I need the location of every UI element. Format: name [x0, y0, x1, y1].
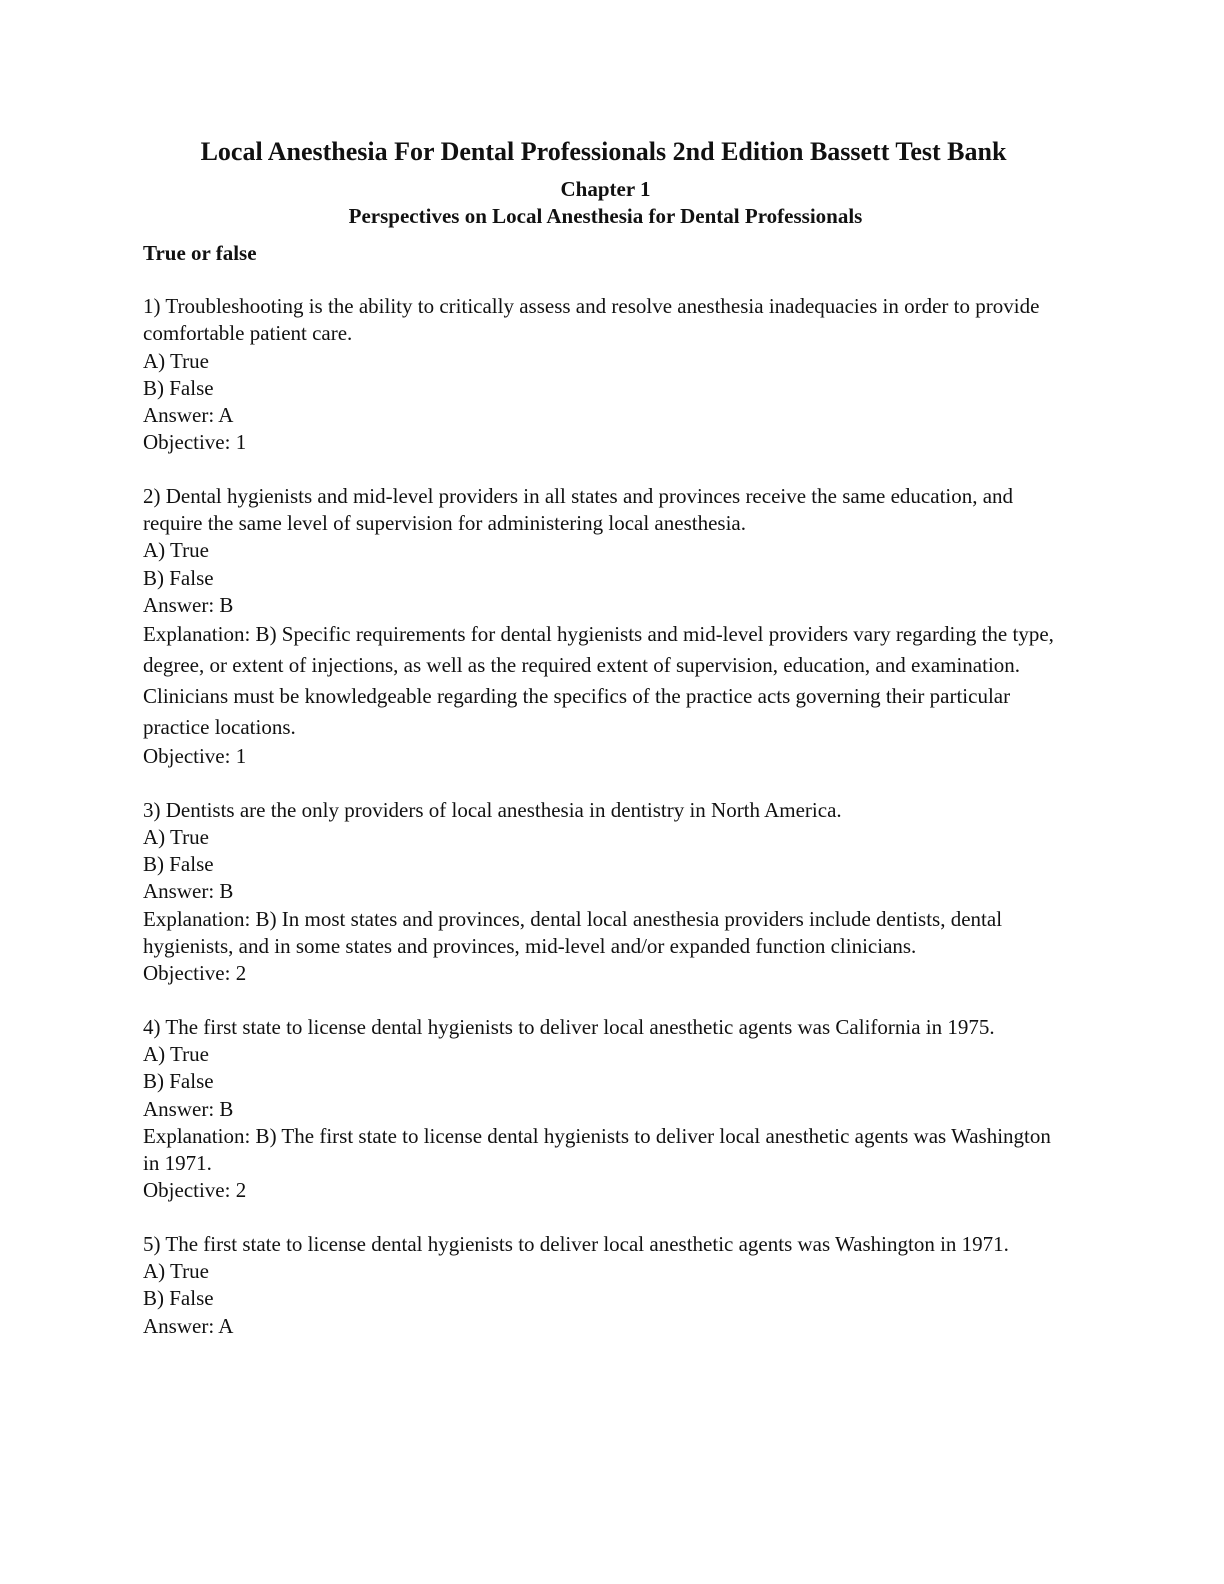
question-3 — [143, 797, 1068, 988]
document-title: Local Anesthesia For Dental Professionals 2nd Edition Bassett Test Bank — [200, 137, 1007, 166]
question-5 — [143, 1231, 1068, 1340]
question-stem: 2) Dental hygienists and mid-level providers in all states and provinces receive the same education, and require the same level of supervision for administering local anesthesia. — [143, 483, 1014, 536]
objective: Objective: 2 — [143, 1178, 247, 1203]
answer: Answer: A — [143, 403, 234, 428]
option-b: B) False — [143, 565, 214, 590]
question-1 — [143, 293, 1068, 457]
answer: Answer: B — [143, 879, 234, 904]
option-b: B) False — [143, 852, 214, 877]
question-2 — [143, 483, 1068, 771]
chapter-title: Perspectives on Local Anesthesia for Dental Professionals — [348, 204, 863, 228]
option-b: B) False — [143, 375, 214, 400]
option-b: B) False — [143, 1069, 214, 1094]
explanation: Explanation: B) Specific requirements for dental hygienists and mid-level providers vary regarding the type, degree, or extent of injections, as well as the required extent of supervision, education, and examination. Clinicians must be knowledgeable regarding the specifics of the practice acts governing their particular practice locations. — [143, 622, 1054, 740]
option-a: A) True — [143, 1259, 209, 1284]
option-a: A) True — [143, 824, 209, 849]
objective: Objective: 1 — [143, 744, 247, 769]
explanation: Explanation: B) The first state to license dental hygienists to deliver local anesthetic agents was Washington in 1971. — [143, 1123, 1051, 1176]
answer: Answer: A — [143, 1313, 234, 1338]
explanation: Explanation: B) In most states and provinces, dental local anesthesia providers include dentists, dental hygienists, and in some states and provinces, mid-level and/or expanded function clinicians. — [143, 906, 1003, 959]
objective: Objective: 2 — [143, 961, 247, 986]
question-stem: 3) Dentists are the only providers of local anesthesia in dentistry in North America. — [143, 797, 842, 822]
objective: Objective: 1 — [143, 430, 247, 455]
question-stem: 5) The first state to license dental hygienists to deliver local anesthetic agents was Washington in 1971. — [143, 1231, 1009, 1256]
option-a: A) True — [143, 1041, 209, 1066]
question-4 — [143, 1014, 1068, 1205]
chapter-number: Chapter 1 — [560, 177, 651, 201]
option-a: A) True — [143, 348, 209, 373]
option-b: B) False — [143, 1286, 214, 1311]
answer: Answer: B — [143, 1096, 234, 1121]
section-heading: True or false — [143, 241, 257, 265]
document-page — [143, 136, 1068, 1340]
question-stem: 4) The first state to license dental hygienists to deliver local anesthetic agents was California in 1975. — [143, 1014, 995, 1039]
question-stem: 1) Troubleshooting is the ability to critically assess and resolve anesthesia inadequacies in order to provide comfortable patient care. — [143, 294, 1040, 346]
option-a: A) True — [143, 538, 209, 563]
answer: Answer: B — [143, 592, 234, 617]
